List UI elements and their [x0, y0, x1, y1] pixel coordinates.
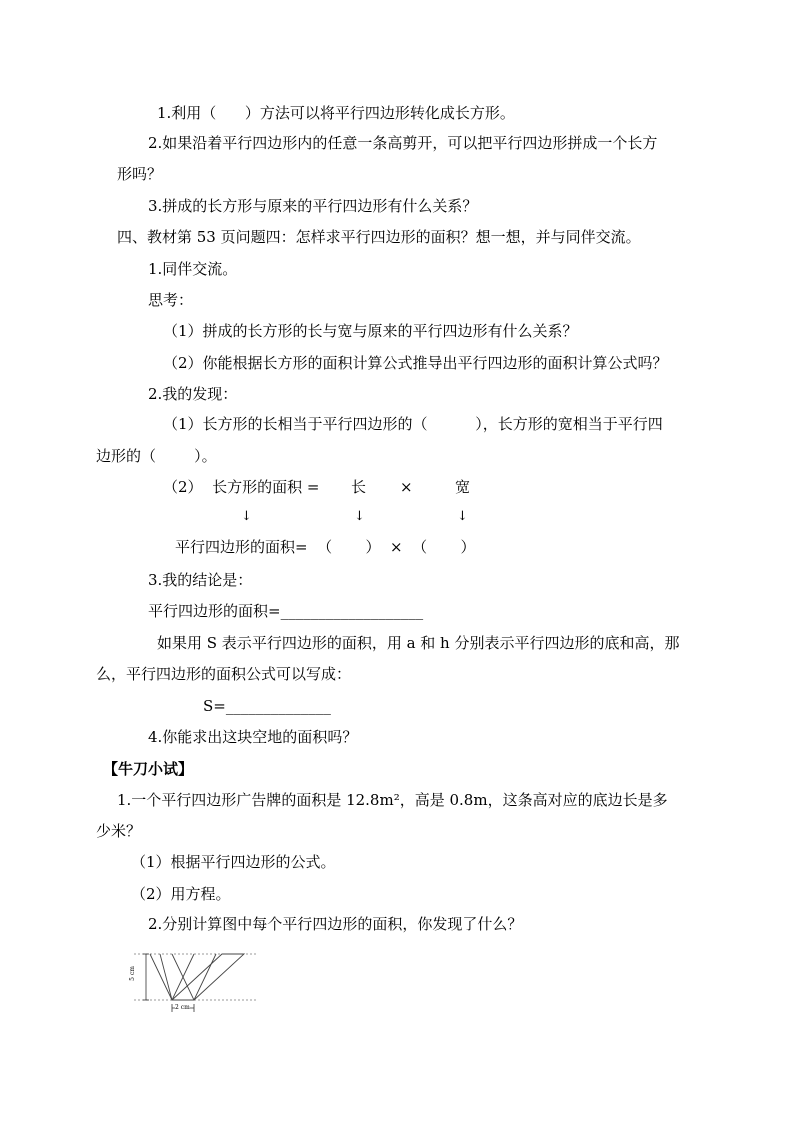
formula-rect-area: （2） 长方形的面积 = — [163, 478, 320, 496]
section-heading: 【牛刀小试】 — [103, 760, 194, 778]
l12: 边形的（ ）。 — [96, 447, 217, 465]
l17: 如果用 S 表示平行四边形的面积，用 a 和 h 分别表示平行四边形的底和高，那 — [157, 634, 680, 652]
l10: 2.我的发现： — [148, 385, 238, 403]
l7: 思考： — [148, 291, 194, 309]
l18: 么，平行四边形的面积公式可以写成： — [96, 665, 352, 683]
formula-rect-width: 宽 — [455, 478, 471, 496]
l20: 4.你能求出这块空地的面积吗？ — [148, 728, 358, 746]
parallelogram-2 — [172, 954, 216, 1000]
l26: 2.分别计算图中每个平行四边形的面积，你发现了什么？ — [148, 915, 523, 933]
l22: 1.一个平行四边形广告牌的面积是 12.8m²，高是 0.8m，这条高对应的底边长是多 — [117, 791, 668, 809]
l3: 形吗？ — [117, 165, 163, 183]
l24: （1）根据平行四边形的公式。 — [131, 853, 336, 871]
l11: （1）长方形的长相当于平行四边形的（ ），长方形的宽相当于平行四 — [163, 415, 663, 433]
parallelogram-4 — [160, 954, 172, 1000]
formula-times: × — [400, 478, 413, 496]
l16: 平行四边形的面积=___________________ — [148, 602, 424, 620]
l4: 3.拼成的长方形与原来的平行四边形有什么关系？ — [148, 197, 478, 215]
formula-rect-length: 长 — [351, 478, 367, 496]
parallelogram-1 — [150, 954, 194, 1000]
l14: 平行四边形的面积= （ ） × （ ） — [175, 538, 476, 556]
base-label: 2 cm — [175, 1004, 190, 1011]
l1: 1.利用（ ）方法可以将平行四边形转化成长方形。 — [157, 104, 515, 122]
l5: 四、教材第 53 页问题四：怎样求平行四边形的面积？想一想，并与同伴交流。 — [117, 228, 641, 246]
parallelogram-figure — [126, 950, 266, 1024]
l23: 少米？ — [96, 822, 142, 840]
l6: 1.同伴交流。 — [148, 260, 238, 278]
down-arrow-icon: ↓ — [241, 509, 252, 524]
l25: （2）用方程。 — [131, 885, 231, 903]
down-arrow-icon: ↓ — [457, 509, 468, 524]
l9: （2）你能根据长方形的面积计算公式推导出平行四边形的面积计算公式吗？ — [163, 354, 668, 372]
l19: S=______________ — [203, 697, 331, 715]
l8: （1）拼成的长方形的长与宽与原来的平行四边形有什么关系？ — [163, 322, 578, 340]
height-label: 5 cm — [128, 966, 136, 981]
l15: 3.我的结论是： — [148, 571, 253, 589]
down-arrow-icon: ↓ — [354, 509, 365, 524]
l2: 2.如果沿着平行四边形内的任意一条高剪开，可以把平行四边形拼成一个长方 — [148, 134, 658, 152]
